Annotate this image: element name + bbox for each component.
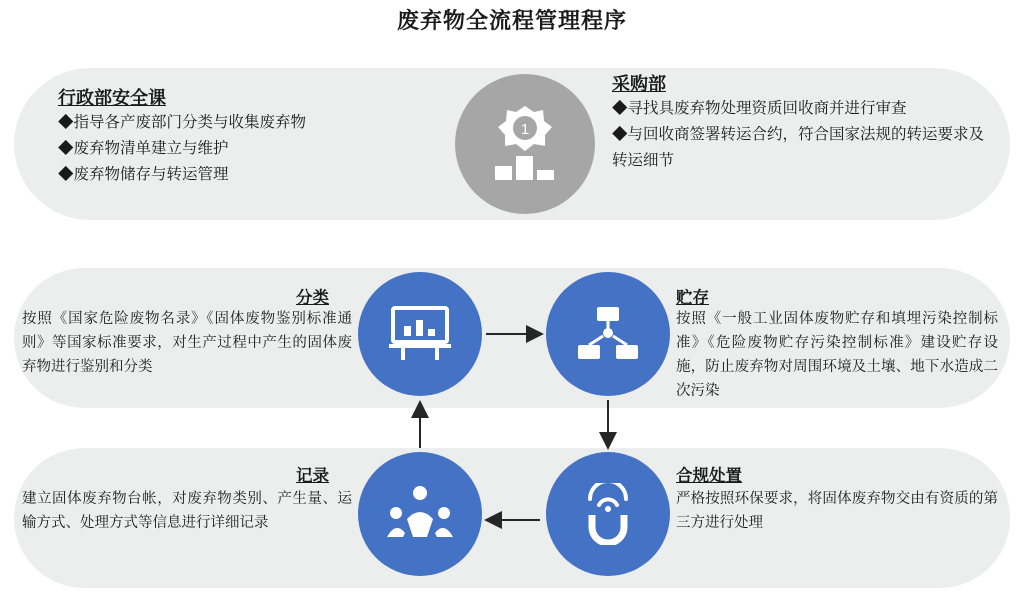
procurement-dept-items	[612, 96, 994, 174]
list-item: ◆废弃物储存与转运管理	[58, 166, 229, 183]
node-store[interactable]	[546, 272, 670, 396]
network-nodes-icon	[576, 305, 640, 363]
step-body-store: 按照《一般工业固体废物贮存和填埋污染控制标准》《危险废物贮存污染控制标准》建设贮存设施，防止废弃物对周围环境及土壤、地下水造成二次污染	[676, 311, 998, 399]
step-heading-store: 贮存	[676, 289, 709, 307]
presentation-chart-icon	[387, 304, 453, 364]
magnet-signal-icon	[577, 483, 639, 545]
list-item: ◆寻找具废弃物处理资质回收商并进行审查	[612, 100, 907, 117]
step-body-record: 建立固体废弃物台帐，对废弃物类别、产生量、运输方式、处理方式等信息进行详细记录	[22, 491, 352, 531]
step-body-dispose: 严格按照环保要求，将固体废弃物交由有资质的第三方进行处理	[676, 491, 998, 531]
award-podium-icon	[455, 74, 595, 214]
list-item: ◆与回收商签署转运合约，符合国家法规的转运要求及转运细节	[612, 126, 985, 169]
node-dispose[interactable]	[546, 452, 670, 576]
step-heading-record: 记录	[296, 467, 329, 485]
list-item: ◆指导各产废部门分类与收集废弃物	[58, 114, 307, 131]
step-heading-dispose: 合规处置	[676, 467, 742, 485]
admin-dept-items	[58, 110, 448, 188]
step-body-classify: 按照《国家危险废物名录》《固体废物鉴别标准通则》等国家标准要求，对生产过程中产生的固体废弃物进行鉴别和分类	[22, 311, 352, 375]
admin-dept-heading: 行政部安全课	[58, 88, 166, 108]
node-record[interactable]	[358, 452, 482, 576]
page-title: 废弃物全流程管理程序	[396, 8, 627, 33]
node-classify[interactable]	[358, 272, 482, 396]
list-item: ◆废弃物清单建立与维护	[58, 140, 229, 157]
svg-text:1: 1	[520, 121, 530, 138]
procurement-dept-heading: 采购部	[612, 74, 666, 94]
step-heading-classify: 分类	[296, 289, 329, 307]
team-people-icon	[387, 485, 453, 543]
